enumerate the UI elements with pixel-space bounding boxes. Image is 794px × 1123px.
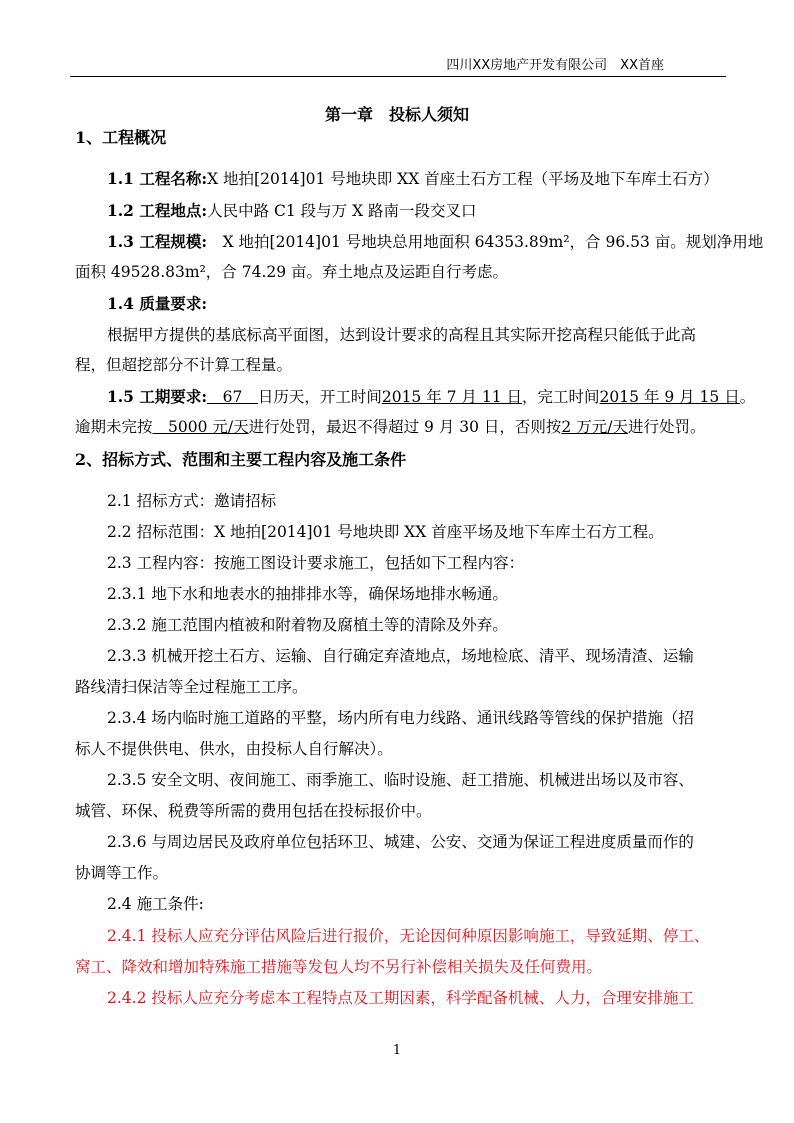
penalty-amount-2: 2 万元/天	[561, 418, 628, 436]
project-site-value: 人民中路 C1 段与万 X 路南一段交叉口	[207, 202, 477, 220]
quality-label: 1.4 质量要求:	[107, 294, 208, 313]
schedule-text-c: 。	[739, 388, 756, 406]
schedule-text-b: ，完工时间	[522, 388, 600, 406]
paragraph-line: 2.3 工程内容：按施工图设计要求施工，包括如下工程内容：	[107, 554, 525, 572]
penalty-text-b: 进行处罚，最迟不得超过 9 月 30 日，否则按	[248, 418, 562, 436]
project-scale-label: 1.3 工程规模:	[107, 232, 208, 251]
paragraph-line: 2.3.4 场内临时施工道路的平整，场内所有电力线路、通讯线路等管线的保护措施（招	[107, 709, 694, 727]
schedule-end: 2015 年 9 月 15 日	[599, 388, 740, 406]
project-scale	[107, 232, 764, 252]
paragraph-line: 2.3.6 与周边居民及政府单位包括环卫、城建、公安、交通为保证工程进度质量而作的	[107, 833, 694, 851]
paragraph-line: 2.3.1 地下水和地表水的抽排排水等，确保场地排水畅通。	[107, 585, 508, 603]
schedule-days: 67	[207, 388, 258, 406]
paragraph-line: 城管、环保、税费等所需的费用包括在投标报价中。	[75, 802, 432, 820]
paragraph-line: 2.3.5 安全文明、夜间施工、雨季施工、临时设施、赶工措施、机械进出场以及市容、	[107, 771, 694, 789]
paragraph-line: 2.3.2 施工范围内植被和附着物及腐植土等的清除及外弃。	[107, 616, 508, 634]
paragraph-line: 2.4 施工条件:	[107, 895, 204, 913]
section-2-heading: 2、招标方式、范围和主要工程内容及施工条件	[75, 450, 407, 469]
paragraph-line: 2.2 招标范围：X 地拍[2014]01 号地块即 XX 首座平场及地下车库土石方工程。	[107, 523, 664, 541]
paragraph-line: 协调等工作。	[75, 864, 169, 882]
paragraph-line: 标人不提供供电、供水，由投标人自行解决）。	[75, 740, 393, 758]
project-scale-value: X 地拍[2014]01 号地块总用地面积 64353.89m²，合 96.53 亩。规划净用地	[207, 233, 764, 251]
project-name-label: 1.1 工程名称:	[107, 169, 208, 188]
penalty-text-c: 进行处罚。	[627, 418, 706, 436]
paragraph-line: 2.1 招标方式：邀请招标	[107, 492, 277, 510]
project-name-value: X 地拍[2014]01 号地块即 XX 首座土石方工程（平场及地下车库土石方）	[207, 170, 719, 188]
quality-text-2: 程，但超挖部分不计算工程量。	[75, 356, 293, 374]
emphasized-line: 2.4.2 投标人应充分考虑本工程特点及工期因素，科学配备机械、人力，合理安排施工	[107, 989, 694, 1007]
page-header	[70, 52, 726, 77]
paragraph-line: 2.3.3 机械开挖土石方、运输、自行确定弃渣地点，场地检底、清平、现场清渣、运输	[107, 647, 694, 665]
project-site	[107, 201, 725, 221]
project-site-label: 1.2 工程地点:	[107, 201, 208, 220]
schedule-start: 2015 年 7 月 11 日	[381, 388, 523, 406]
penalty-text-a: 逾期未完按	[75, 418, 153, 436]
paragraph-line: 路线清扫保洁等全过程施工工序。	[75, 678, 308, 696]
schedule-line	[107, 387, 756, 407]
penalty-line	[75, 417, 725, 437]
emphasized-line: 窝工、降效和增加特殊施工措施等发包人均不另行补偿相关损失及任何费用。	[75, 958, 603, 976]
schedule-label: 1.5 工期要求:	[107, 387, 208, 406]
schedule-text-a: 日历天，开工时间	[257, 388, 382, 406]
emphasized-line: 2.4.1 投标人应充分评估风险后进行报价，无论因何种原因影响施工，导致延期、停工、	[107, 927, 710, 945]
header-text: 四川XX房地产开发有限公司 XX首座	[446, 58, 664, 73]
penalty-amount-1: 5000 元/天	[152, 418, 249, 436]
page-number: 1	[392, 1043, 402, 1058]
quality-text-1: 根据甲方提供的基底标高平面图，达到设计要求的高程且其实际开挖高程只能低于此高	[107, 326, 697, 344]
chapter-title: 第一章 投标人须知	[324, 105, 469, 124]
section-1-heading: 1、工程概况	[75, 128, 167, 147]
project-name	[107, 169, 725, 189]
project-scale-cont: 面积 49528.83m²，合 74.29 亩。弃土地点及运距自行考虑。	[75, 263, 509, 281]
